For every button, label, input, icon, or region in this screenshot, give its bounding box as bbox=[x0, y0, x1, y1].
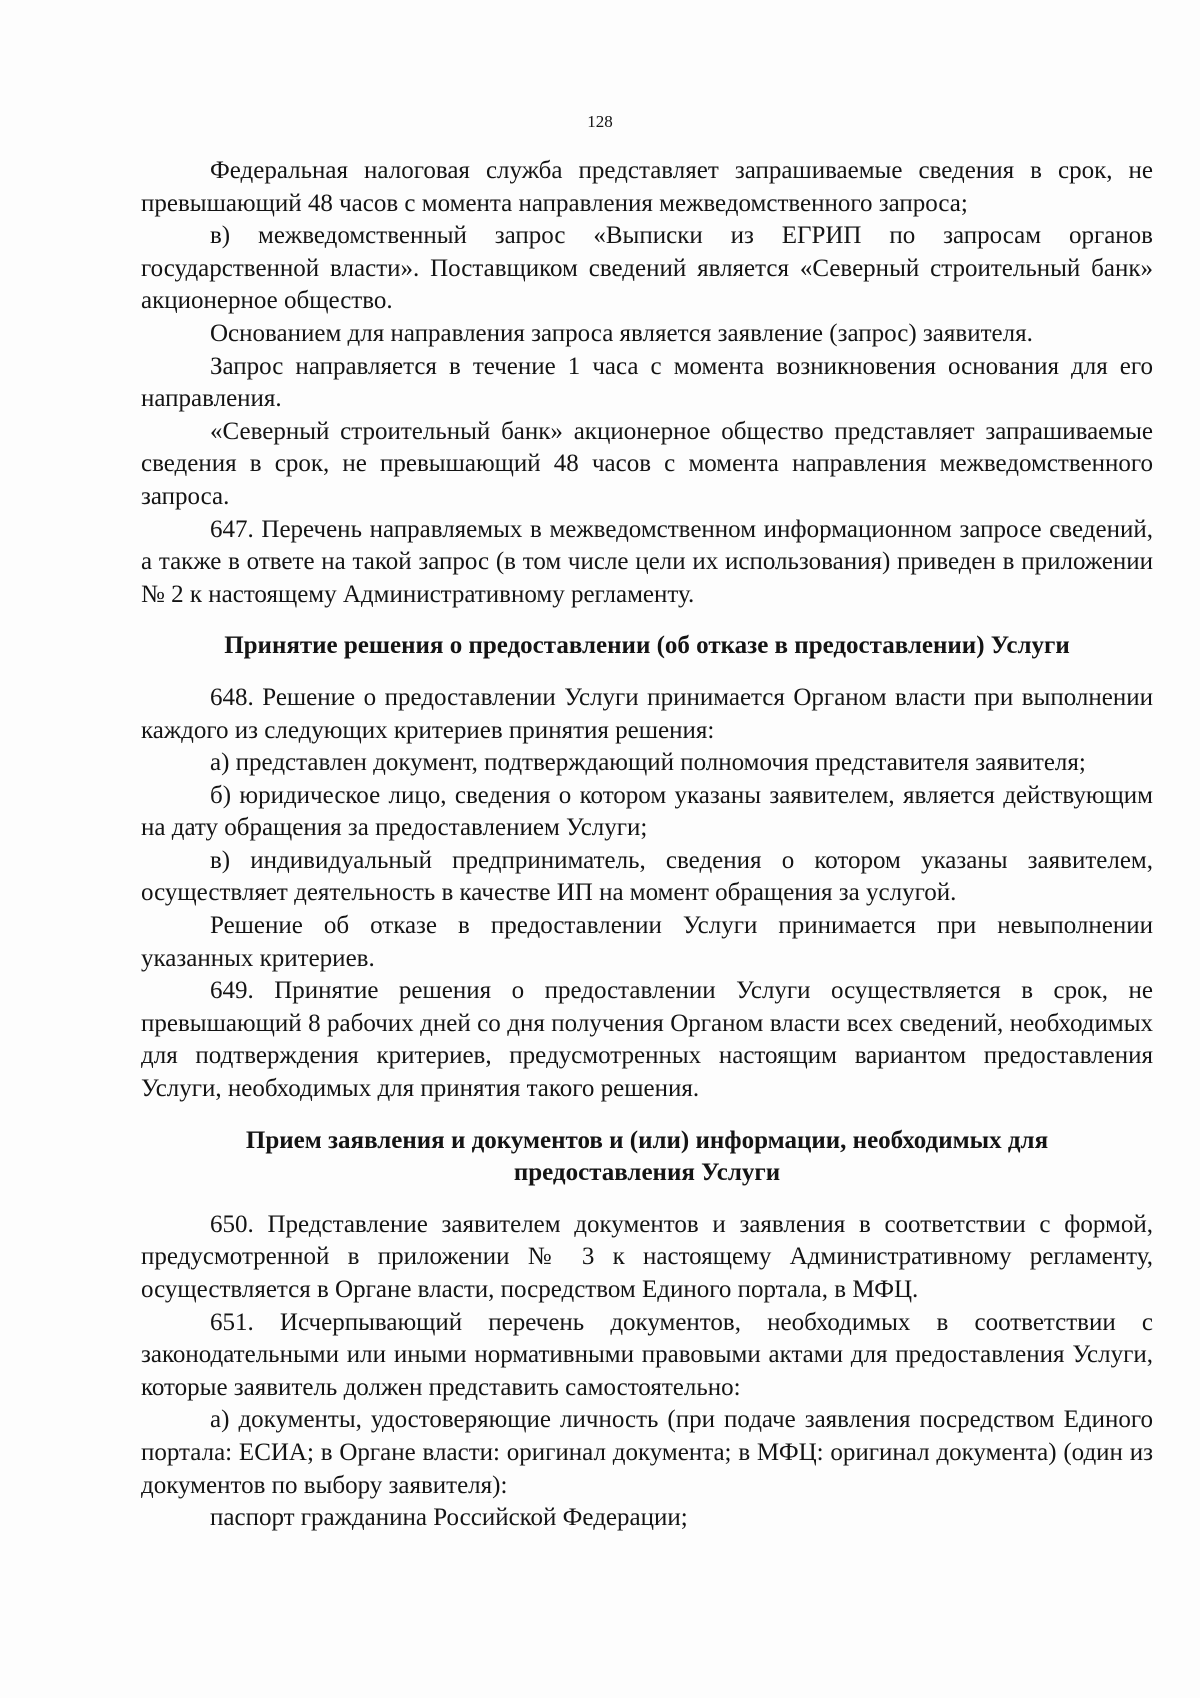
paragraph: 647. Перечень направляемых в межведомственном информационном запросе сведений, а также в ответе на такой запрос (в том числе цели их использования) приведен в приложении № 2 к настоящему Административному регламенту. bbox=[141, 515, 1153, 608]
document-body bbox=[141, 155, 1153, 1535]
section-heading: Прием заявления и документов и (или) информации, необходимых для предоставления Услуги bbox=[245, 1126, 1049, 1187]
section-heading: Принятие решения о предоставлении (об отказе в предоставлении) Услуги bbox=[224, 632, 1070, 660]
page-number: 128 bbox=[587, 112, 613, 131]
paragraph: Запрос направляется в течение 1 часа с момента возникновения основания для его направления. bbox=[141, 352, 1153, 413]
paragraph: Основанием для направления запроса является заявление (запрос) заявителя. bbox=[210, 319, 1033, 347]
paragraph: 651. Исчерпывающий перечень документов, необходимых в соответствии с законодательными или иными нормативными правовыми актами для предоставления Услуги, которые заявитель должен представить самостоятельно: bbox=[141, 1308, 1153, 1401]
paragraph: 648. Решение о предоставлении Услуги принимается Органом власти при выполнении каждого из следующих критериев принятия решения: bbox=[141, 683, 1153, 744]
paragraph: в) индивидуальный предприниматель, сведения о котором указаны заявителем, осуществляет деятельность в качестве ИП на момент обращения за услугой. bbox=[141, 846, 1153, 907]
paragraph: «Северный строительный банк» акционерное общество представляет запрашиваемые сведения в срок, не превышающий 48 часов с момента направления межведомственного запроса. bbox=[141, 417, 1153, 510]
paragraph: Федеральная налоговая служба представляет запрашиваемые сведения в срок, не превышающий 48 часов с момента направления межведомственного запроса; bbox=[141, 157, 1153, 217]
paragraph: б) юридическое лицо, сведения о котором указаны заявителем, является действующим на дату обращения за предоставлением Услуги; bbox=[141, 781, 1153, 842]
paragraph: Решение об отказе в предоставлении Услуги принимается при невыполнении указанных критериев. bbox=[141, 912, 1153, 972]
paragraph: а) документы, удостоверяющие личность (при подаче заявления посредством Единого портала: ЕСИА; в Органе власти: оригинал документа; в МФЦ: оригинал документа) (один из документов по выбору заявителя): bbox=[141, 1406, 1153, 1499]
paragraph: 649. Принятие решения о предоставлении Услуги осуществляется в срок, не превышающий 8 рабочих дней со дня получения Органом власти всех сведений, необходимых для подтверждения критериев, предусмотренных настоящим вариантом предоставления Услуги, необходимых для принятия такого решения. bbox=[141, 977, 1153, 1103]
paragraph: паспорт гражданина Российской Федерации; bbox=[210, 1504, 688, 1532]
paragraph: в) межведомственный запрос «Выписки из ЕГРИП по запросам органов государственной власти». Поставщиком сведений является «Северный строительный банк» акционерное общество. bbox=[141, 222, 1153, 315]
paragraph: 650. Представление заявителем документов и заявления в соответствии с формой, предусмотренной в приложении № 3 к настоящему Административному регламенту, осуществляется в Органе власти, посредством Единого портала, в МФЦ. bbox=[141, 1210, 1153, 1303]
paragraph: а) представлен документ, подтверждающий полномочия представителя заявителя; bbox=[210, 749, 1086, 777]
